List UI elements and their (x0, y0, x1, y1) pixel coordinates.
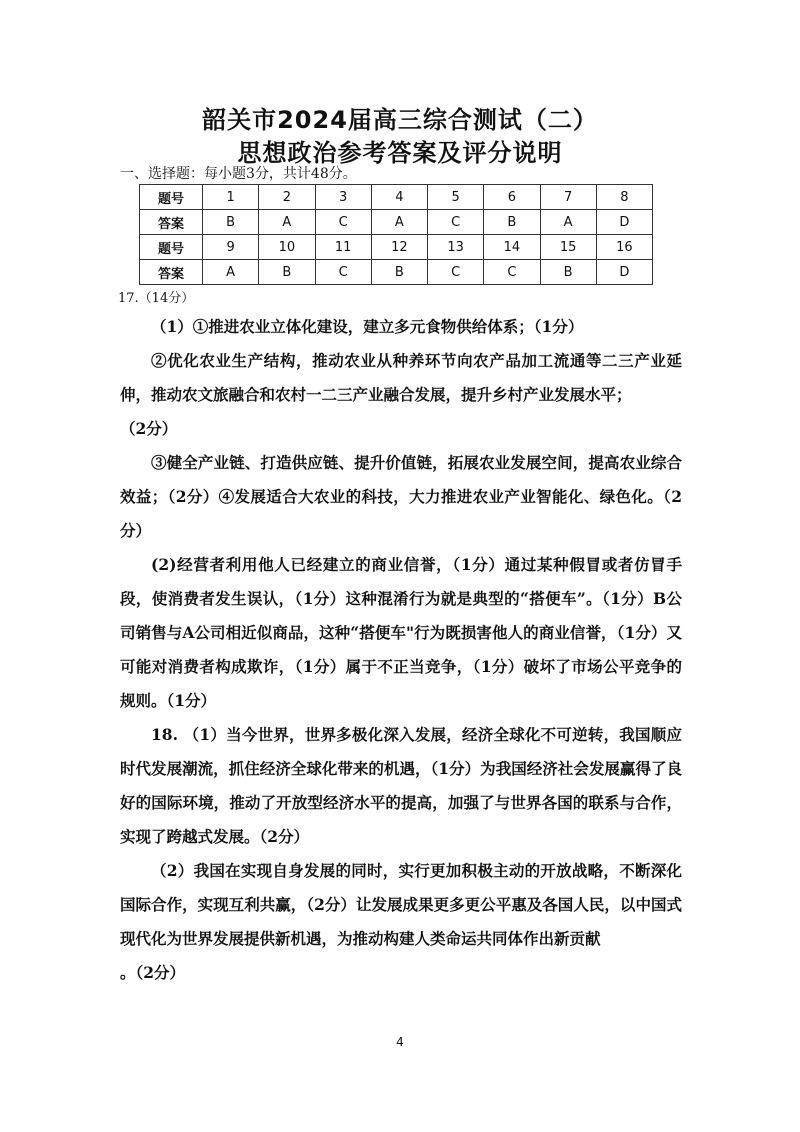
answer-table-cell: A (371, 210, 427, 235)
answer-table-cell: B (484, 210, 540, 235)
q18-part1: 18. （1）当今世界，世界多极化深入发展，经济全球化不可逆转，我国顺应时代发展潮流，抓住经济全球化带来的机遇，（1分）为我国经济社会发展赢得了良好的国际环境，推动了开放型经济水平的提高，加强了与世界各国的联系与合作，实现了跨越式发展。（2分） (120, 725, 682, 846)
q17-part1-item3: ③健全产业链、打造供应链、提升价值链，拓展农业发展空间，提高农业综合效益；（2分）④发展适合大农业的科技，大力推进农业产业智能化、绿色化。（2分） (120, 453, 682, 540)
q17-part1-item2-score: （2分） (120, 419, 178, 438)
q17-part2: (2)经营者利用他人已经建立的商业信誉，（1分）通过某种假冒或者仿冒手段，使消费者发生误认，（1分）这种混淆行为就是典型的“搭便车”。（1分）B公司销售与A公司相近似商品，这种“搭便车"行为既损害他人的商业信誉，（1分）又可能对消费者构成欺诈，（1分）属于不正当竞争，（1分）破坏了市场公平竞争的规则。（1分） (120, 555, 682, 710)
answer-table-cell: 5 (428, 185, 484, 210)
answer-table-cell: A (540, 210, 596, 235)
answer-table-cell: 4 (371, 185, 427, 210)
answer-table-cell: C (315, 260, 371, 285)
answer-table-cell: 16 (596, 235, 652, 260)
answer-table-cell: C (484, 260, 540, 285)
question-17-heading: 17.（14分） (118, 291, 195, 306)
answer-table-cell: 10 (259, 235, 315, 260)
answer-table-cell: A (259, 210, 315, 235)
answer-table-cell: 3 (315, 185, 371, 210)
document-subtitle: 思想政治参考答案及评分说明 (237, 139, 563, 167)
answer-table-cell: D (596, 210, 652, 235)
answer-table-row (140, 185, 653, 210)
answer-table (139, 184, 653, 285)
answer-table-row-label: 答案 (140, 210, 203, 235)
answer-table-row (140, 235, 653, 260)
q18-part2: （2）我国在实现自身发展的同时，实行更加积极主动的开放战略，不断深化国际合作，实现互利共赢，（2分）让发展成果更多更公平惠及各国人民，以中国式现代化为世界发展提供新机遇，为推动构建人类命运共同体作出新贡献 (120, 861, 682, 948)
section-heading-choice: 一、选择题：每小题3分，共计48分。 (120, 166, 357, 182)
q18-part2-score: 。（2分） (120, 963, 186, 982)
answer-body (120, 310, 682, 990)
answer-table-row-label: 题号 (140, 185, 203, 210)
answer-table-cell: C (428, 260, 484, 285)
answer-table-cell: C (315, 210, 371, 235)
answer-table-cell: 15 (540, 235, 596, 260)
answer-table-cell: 1 (203, 185, 259, 210)
answer-table-cell: D (596, 260, 652, 285)
answer-table-cell: A (203, 260, 259, 285)
page-number: 4 (396, 1035, 404, 1049)
answer-table-row-label: 题号 (140, 235, 203, 260)
answer-table-cell: B (259, 260, 315, 285)
q17-part1-item1: （1）①推进农业立体化建设，建立多元食物供给体系；（1分） (151, 317, 584, 336)
answer-table-cell: C (428, 210, 484, 235)
q17-part1-item2: ②优化农业生产结构，推动农业从种养环节向农产品加工流通等二三产业延伸，推动农文旅融合和农村一二三产业融合发展，提升乡村产业发展水平； (120, 351, 682, 404)
answer-table-cell: B (371, 260, 427, 285)
answer-table-cell: 11 (315, 235, 371, 260)
answer-table-cell: 12 (371, 235, 427, 260)
answer-table-cell: 13 (428, 235, 484, 260)
answer-table-row-label: 答案 (140, 260, 203, 285)
answer-table-cell: 2 (259, 185, 315, 210)
answer-table-cell: 8 (596, 185, 652, 210)
answer-table-cell: B (540, 260, 596, 285)
answer-table-cell: B (203, 210, 259, 235)
answer-table-cell: 14 (484, 235, 540, 260)
answer-table-cell: 7 (540, 185, 596, 210)
answer-table-cell: 9 (203, 235, 259, 260)
answer-table-row (140, 210, 653, 235)
answer-table-row (140, 260, 653, 285)
answer-table-cell: 6 (484, 185, 540, 210)
document-title: 韶关市2024届高三综合测试（二） (202, 106, 598, 134)
